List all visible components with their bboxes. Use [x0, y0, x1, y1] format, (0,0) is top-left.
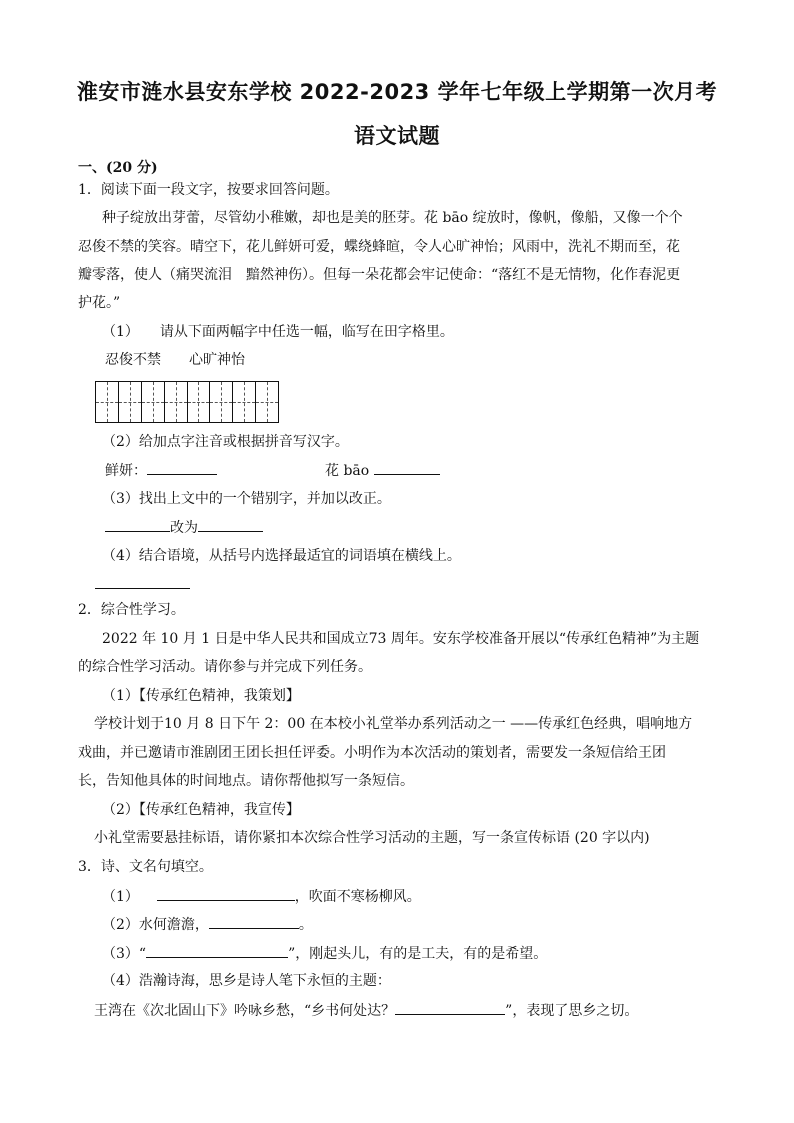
q2-sub1-line-2: 戏曲，并已邀请市淮剧团王团长担任评委。小明作为本次活动的策划者，需要发一条短信给王团 — [78, 745, 666, 761]
answer-blank[interactable] — [147, 460, 217, 475]
exam-subtitle: 语文试题 — [354, 124, 440, 148]
answer-blank[interactable] — [209, 914, 299, 929]
q1-sub2-row — [105, 460, 217, 481]
question-3-label: 3．诗、文名句填空。 — [78, 859, 213, 875]
q2-sub1-line-3: 长，告知他具体的时间地点。请你帮他拟写一条短信。 — [78, 773, 414, 789]
correct-to-label: 改为 — [170, 520, 198, 536]
q1-sub3-row — [105, 517, 263, 538]
section-heading: 一、(20 分) — [78, 160, 158, 176]
q1-sub1-prompt: （1） 请从下面两幅字中任选一幅，临写在田字格里。 — [102, 324, 454, 340]
q2-intro-line-2: 的综合性学习活动。请你参与并完成下列任务。 — [78, 659, 372, 675]
answer-blank[interactable] — [198, 517, 263, 532]
grid-cell[interactable] — [256, 382, 278, 422]
q3-sub3-prefix: （3）“ — [102, 946, 147, 962]
tianzige-grid[interactable] — [95, 381, 279, 423]
answer-blank[interactable] — [395, 1000, 505, 1015]
q3-sub2-suffix: 。 — [298, 917, 313, 933]
q3-sub3-row — [102, 943, 547, 964]
grid-cell[interactable] — [119, 382, 142, 422]
answer-blank[interactable] — [95, 574, 190, 589]
passage-line-3: 瓣零落，使人（痛哭流泪 黯然神伤）。但每一朵花都会牢记使命：“落红不是无情物，化作春泥更 — [78, 267, 681, 283]
q3-sub2-prefix: （2）水何澹澹， — [102, 917, 209, 933]
q2-intro-line-1: 2022 年 10 月 1 日是中华人民共和国成立73 周年。安东学校准备开展以“传承红色精神”为主题 — [102, 631, 700, 647]
exam-title: 淮安市涟水县安东学校 2022-2023 学年七年级上学期第一次月考 — [76, 80, 718, 104]
huabao-label: 花 bāo — [325, 463, 370, 479]
q2-sub1-line-1: 学校计划于10 月 8 日下午 2：00 在本校小礼堂举办系列活动之一 ——传承红色经典，唱响地方 — [94, 716, 693, 732]
q2-sub2-text: 小礼堂需要悬挂标语，请你紧扣本次综合性学习活动的主题，写一条宣传标语 (20 字以内) — [94, 830, 650, 846]
q3-sub1-row — [102, 886, 421, 907]
q3-sub4-prefix: 王湾在《次北固山下》吟咏乡愁，“乡书何处达？ — [94, 1003, 396, 1019]
q3-sub1-suffix: ，吹面不寒杨柳风。 — [294, 889, 421, 905]
q1-sub3-prompt: （3）找出上文中的一个错别字，并加以改正。 — [102, 491, 391, 507]
grid-cell[interactable] — [142, 382, 165, 422]
xianyan-label: 鲜妍： — [105, 463, 147, 479]
q3-sub4-suffix: ”，表现了思乡之切。 — [505, 1003, 639, 1019]
q1-sub1-words: 忍俊不禁 心旷神怡 — [105, 352, 245, 368]
grid-cell[interactable] — [233, 382, 256, 422]
grid-cell[interactable] — [210, 382, 233, 422]
q2-sub2-title: （2）【传承红色精神，我宣传】 — [102, 802, 300, 818]
q3-sub4-row — [94, 1000, 638, 1021]
answer-blank[interactable] — [105, 517, 170, 532]
answer-blank[interactable] — [146, 943, 288, 958]
q3-sub4-prompt: （4）浩瀚诗海，思乡是诗人笔下永恒的主题： — [102, 973, 391, 989]
question-2-label: 2．综合性学习。 — [78, 602, 185, 618]
q1-sub2-prompt: （2）给加点字注音或根据拼音写汉字。 — [102, 434, 349, 450]
answer-blank[interactable] — [374, 460, 440, 475]
grid-cell[interactable] — [165, 382, 188, 422]
q1-sub4-row — [95, 574, 190, 595]
q1-sub2-row-b — [325, 460, 440, 481]
passage-line-2: 忍俊不禁的笑容。晴空下，花儿鲜妍可爱，蝶绕蜂暄，令人心旷神怡；风雨中，洗礼不期而至，花 — [78, 239, 680, 255]
q3-sub3-suffix: ”，刚起头儿，有的是工夫，有的是希望。 — [288, 946, 548, 962]
q3-sub2-row — [102, 914, 313, 935]
passage-line-4: 护花。” — [78, 295, 121, 311]
answer-blank[interactable] — [157, 886, 295, 901]
q2-sub1-title: （1）【传承红色精神，我策划】 — [102, 688, 300, 704]
grid-cell[interactable] — [188, 382, 211, 422]
question-1-label: 1．阅读下面一段文字，按要求回答问题。 — [78, 182, 339, 198]
passage-line-1: 种子绽放出芽蕾，尽管幼小稚嫩，却也是美的胚芽。花 bāo 绽放时，像帆，像船，又像一个个 — [102, 210, 683, 226]
q3-sub1-prefix: （1） — [102, 889, 139, 905]
grid-cell[interactable] — [96, 382, 119, 422]
q1-sub4-prompt: （4）结合语境，从括号内选择最适宜的词语填在横线上。 — [102, 548, 461, 564]
